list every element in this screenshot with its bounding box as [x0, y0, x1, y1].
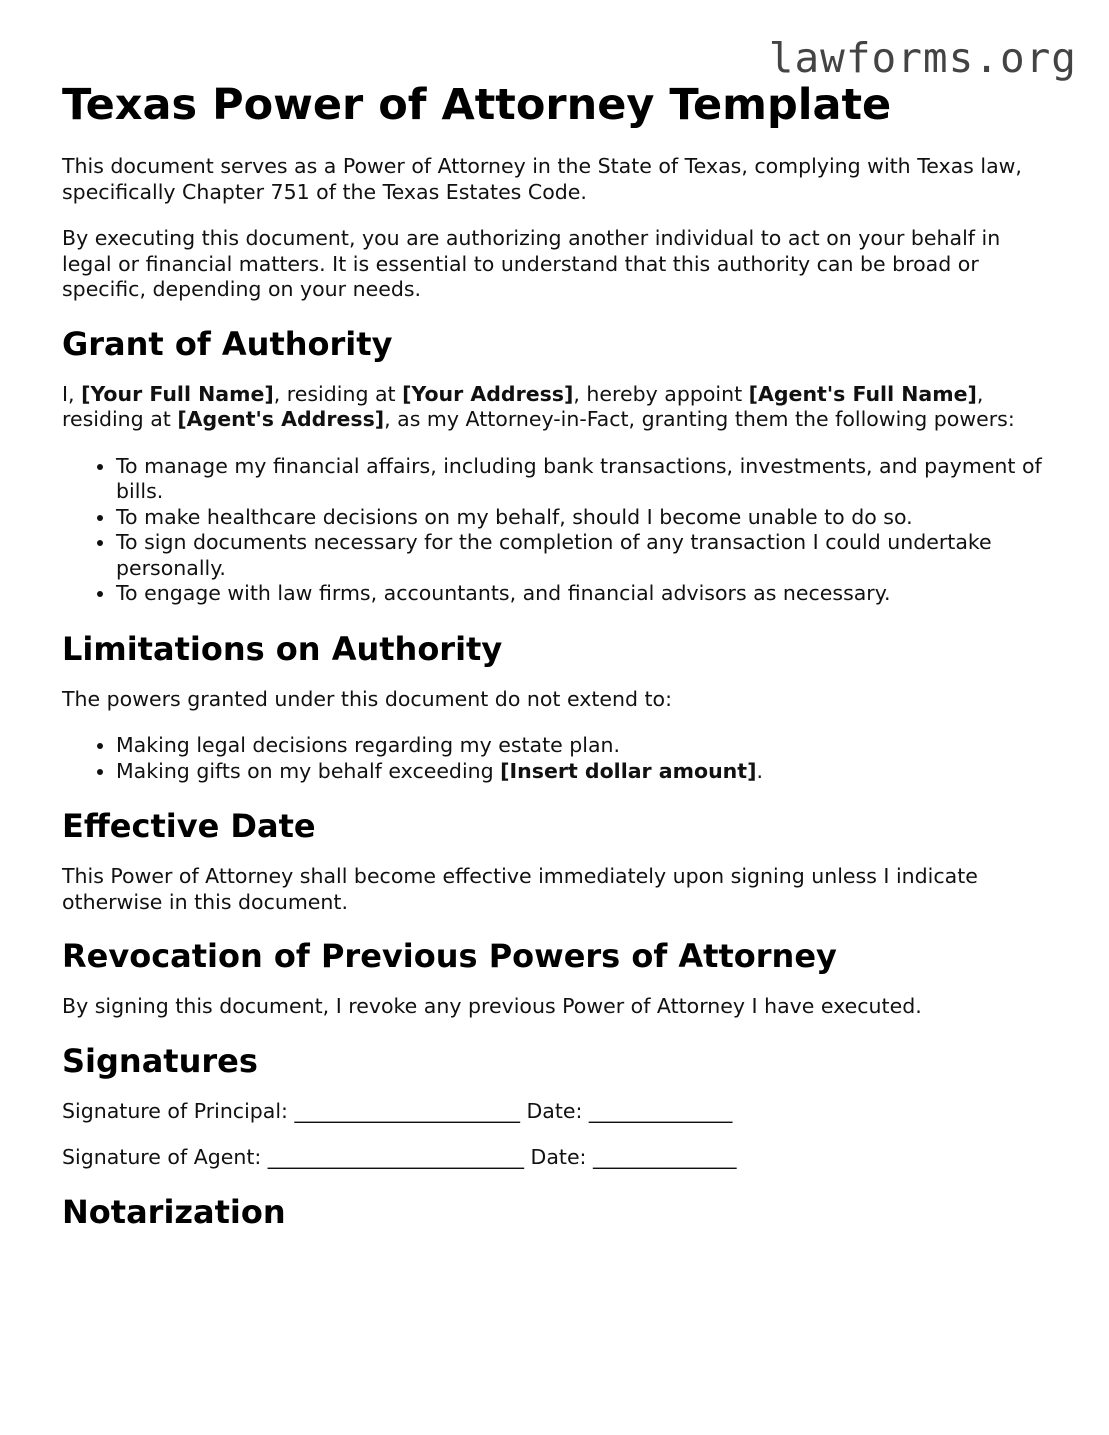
effective-text: This Power of Attorney shall become effective immediately upon signing unless I indicate otherwise in this document. [62, 864, 978, 914]
list-item: • To engage with law firms, accountants, and financial advisors as necessary. [116, 581, 1052, 607]
document-body [62, 78, 1052, 1250]
watermark-logo: lawforms.org [768, 34, 1077, 82]
list-item: • To manage my financial affairs, including bank transactions, investments, and payment of bills. [116, 454, 1052, 505]
intro-paragraph-1: This document serves as a Power of Attorney in the State of Texas, complying with Texas law, specifically Chapter 751 of the Texas Estates Code. [62, 154, 1022, 204]
revocation-text: By signing this document, I revoke any previous Power of Attorney I have executed. [62, 994, 922, 1018]
address-placeholder: [Your Address] [402, 381, 574, 406]
revocation-heading: Revocation of Previous Powers of Attorney [62, 937, 837, 975]
grant-heading: Grant of Authority [62, 324, 393, 363]
agent-address-placeholder: [Agent's Address] [177, 407, 385, 431]
limitations-list [62, 733, 1052, 784]
effective-heading: Effective Date [62, 807, 316, 845]
limitations-heading: Limitations on Authority [62, 629, 503, 668]
dollar-amount-placeholder: [Insert dollar amount] [500, 758, 757, 783]
notarization-heading: Notarization [62, 1192, 286, 1231]
signatures-heading: Signatures [62, 1041, 258, 1080]
list-item: • Making legal decisions regarding my estate plan. [116, 733, 1052, 759]
list-item: • Making gifts on my behalf exceeding [Insert dollar amount]. [116, 759, 1052, 785]
agent-signature-line: Signature of Agent: _________________________ Date: ______________ [62, 1145, 737, 1169]
principal-signature-line: Signature of Principal: ______________________ Date: ______________ [62, 1098, 733, 1123]
page-title: Texas Power of Attorney Template [62, 80, 892, 130]
grant-paragraph: I, [Your Full Name], residing at [Your Address], hereby appoint [Agent's Full Name], residing at [Agent's Address], as my Attorney-in-Fact, granting them the following powers: [62, 381, 1015, 431]
limitations-intro: The powers granted under this document do not extend to: [62, 686, 673, 711]
list-item: • To make healthcare decisions on my behalf, should I become unable to do so. [116, 505, 1052, 531]
list-item: • To sign documents necessary for the completion of any transaction I could undertake personally. [116, 530, 1052, 581]
powers-list [62, 454, 1052, 607]
intro-paragraph-2: By executing this document, you are authorizing another individual to act on your behalf in legal or financial matters. It is essential to understand that this authority can be broad or specific, depending on your needs. [62, 226, 1001, 301]
full-name-placeholder: [Your Full Name] [81, 381, 274, 406]
agent-name-placeholder: [Agent's Full Name] [748, 381, 977, 406]
